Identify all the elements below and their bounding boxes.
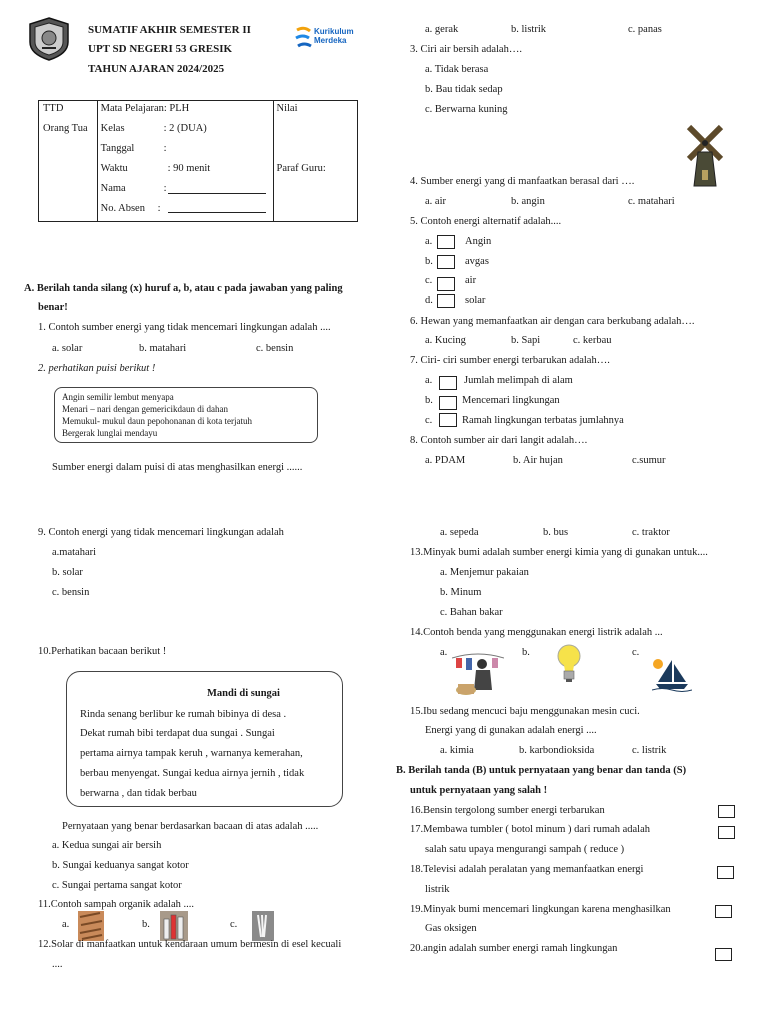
q7-option-c: Ramah lingkungan terbatas jumlahnya [462,415,624,426]
kelas-value: : 2 (DUA) [163,123,207,134]
q5-option-c: air [465,275,477,286]
q4-option-a[interactable]: a. air [425,196,446,207]
answer-box-16[interactable] [718,805,735,818]
poem-line: Bergerak lunglai mendayu [62,428,158,438]
reading-box [66,671,343,807]
paraf-label: Paraf Guru: [276,163,326,174]
q14-option-c[interactable]: c. [632,647,640,658]
q8-option-a[interactable]: a. PDAM [425,455,466,466]
q5-checkbox-b[interactable] [437,255,455,269]
nama-label: Nama [100,183,126,194]
student-info-table [38,100,358,222]
q15-option-a[interactable]: a. kimia [440,745,474,756]
q14-text: 14.Contoh benda yang menggunakan energi listrik adalah ... [410,627,663,638]
q2-option-c[interactable]: c. panas [628,24,662,35]
q13-text: 13.Minyak bumi adalah sumber energi kimia yang di gunakan untuk.... [410,547,708,558]
q4-text: 4. Sumber energi yang di manfaatkan berasal dari …. [410,176,635,187]
kelas-label: Kelas [100,123,125,134]
statement-17: 17.Membawa tumbler ( botol minum ) dari rumah adalah [410,824,650,835]
answer-box-20[interactable] [715,948,732,961]
q12-option-a[interactable]: a. sepeda [440,527,479,538]
q11-option-b[interactable]: b. [142,919,150,930]
q1-option-c[interactable]: c. bensin [256,343,294,354]
q15-text: 15.Ibu sedang mencuci baju menggunakan mesin cuci. [410,706,640,717]
reading-line: Dekat rumah bibi terdapat dua sungai . Sungai [80,728,275,739]
header-year: TAHUN AJARAN 2024/2025 [88,63,225,75]
vegetable-scraps-icon[interactable] [252,911,274,941]
q14-option-b[interactable]: b. [522,647,530,658]
section-a-instruction: A. Berilah tanda silang (x) huruf a, b, atau c pada jawaban yang paling [24,283,343,294]
school-logo [26,16,72,62]
waktu-label: Waktu [100,163,128,174]
answer-box-17[interactable] [718,826,735,839]
light-bulb-icon[interactable] [556,643,582,683]
answer-box-18[interactable] [717,866,734,879]
q3-text: 3. Ciri air bersih adalah…. [410,44,522,55]
q6-option-b[interactable]: b. Sapi [511,335,541,346]
q12-option-c[interactable]: c. traktor [632,527,670,538]
answer-box-19[interactable] [715,905,732,918]
orang-tua-label: Orang Tua [43,123,88,134]
q7-option-a: Jumlah melimpah di alam [464,375,573,386]
q8-text: 8. Contoh sumber air dari langit adalah…. [410,435,588,446]
poem-line: Angin semilir lembut menyapa [62,392,174,402]
q9-option-c[interactable]: c. bensin [52,587,90,598]
section-a-instruction-cont: benar! [38,302,68,313]
reading-line: Rinda senang berlibur ke rumah bibinya di desa . [80,709,287,720]
sailboat-icon[interactable] [652,656,692,692]
woman-washing-icon[interactable] [452,646,504,698]
statement-18-cont: listrik [425,884,450,895]
q1-option-a[interactable]: a. solar [52,343,83,354]
absen-value: : [157,203,161,214]
waktu-value: : 90 menit [167,163,211,174]
q10-option-c[interactable]: c. Sungai pertama sangat kotor [52,880,182,891]
q3-option-b[interactable]: b. Bau tidak sedap [425,84,503,95]
q2-question: Sumber energi dalam puisi di atas menghasilkan energi ...... [52,462,303,473]
statement-17-cont: salah satu upaya mengurangi sampah ( reduce ) [425,844,625,855]
q10-option-a[interactable]: a. Kedua sungai air bersih [52,840,162,851]
q5-option-a: Angin [465,236,492,247]
q3-option-a[interactable]: a. Tidak berasa [425,64,489,75]
q1-text: 1. Contoh sumber energi yang tidak mencemari lingkungan adalah .... [38,322,331,333]
q10-option-b[interactable]: b. Sungai keduanya sangat kotor [52,860,189,871]
q5-label-a: a. [425,236,433,247]
reading-title: Mandi di sungai [207,688,280,699]
q3-option-c[interactable]: c. Berwarna kuning [425,104,508,115]
q5-checkbox-d[interactable] [437,294,455,308]
statement-19-cont: Gas oksigen [425,923,477,934]
reading-line: berbau menyengat. Sungai kedua airnya jernih , tidak [80,768,305,779]
nilai-label: Nilai [276,103,298,114]
statement-19: 19.Minyak bumi mencemari lingkungan karena menghasilkan [410,904,671,915]
q2-text: 2. perhatikan puisi berikut ! [38,363,156,374]
statement-20: 20.angin adalah sumber energi ramah lingkungan [410,943,618,954]
nama-value: : [163,183,167,194]
statement-18: 18.Televisi adalah peralatan yang memanfaatkan energi [410,864,644,875]
q8-option-c[interactable]: c.sumur [632,455,666,466]
q7-label-a: a. [425,375,433,386]
statement-16: 16.Bensin tergolong sumber energi terbarukan [410,805,605,816]
q5-option-b: avgas [465,256,489,267]
q11-option-a[interactable]: a. [62,919,70,930]
q6-text: 6. Hewan yang memanfaatkan air dengan cara berkubang adalah…. [410,316,695,327]
bottles-icon[interactable] [160,911,188,941]
q12-option-b[interactable]: b. bus [543,527,569,538]
q5-checkbox-a[interactable] [437,235,455,249]
q7-option-b: Mencemari lingkungan [462,395,560,406]
windmill-icon [684,122,726,188]
q14-option-a[interactable]: a. [440,647,448,658]
absen-field[interactable] [168,212,266,213]
q7-checkbox-a[interactable] [439,376,457,390]
section-b-instruction: B. Berilah tanda (B) untuk pernyataan yang benar dan tanda (S) [396,765,687,776]
q12-text-cont: .... [52,959,63,970]
q5-checkbox-c[interactable] [437,277,455,291]
header-school: UPT SD NEGERI 53 GRESIK [88,43,233,55]
q6-option-c[interactable]: c. kerbau [573,335,612,346]
q4-option-c[interactable]: c. matahari [628,196,675,207]
poem-line: Memukul- mukul daun pepohonanan di kota terjatuh [62,416,252,426]
q10-text: 10.Perhatikan bacaan berikut ! [38,646,167,657]
q7-text: 7. Ciri- ciri sumber energi terbarukan adalah…. [410,355,610,366]
q4-option-b[interactable]: b. angin [511,196,545,207]
q7-checkbox-b[interactable] [439,396,457,410]
q5-text: 5. Contoh energi alternatif adalah.... [410,216,562,227]
q1-option-b[interactable]: b. matahari [139,343,187,354]
absen-label: No. Absen [100,203,145,214]
q7-checkbox-c[interactable] [439,413,457,427]
q5-label-d: d. [425,295,433,306]
q13-option-a[interactable]: a. Menjemur pakaian [440,567,529,578]
q5-option-d: solar [465,295,486,306]
q2-option-b[interactable]: b. listrik [511,24,547,35]
q13-option-c[interactable]: c. Bahan bakar [440,607,503,618]
poem-line: Menari – nari dengan gemericikdaun di dahan [62,404,228,414]
reading-line: berwarna , dan tidak berbau [80,788,197,799]
q7-label-c: c. [425,415,433,426]
q6-option-a[interactable]: a. Kucing [425,335,466,346]
q15-text-cont: Energi yang di gunakan adalah energi .... [425,725,597,736]
q11-option-c[interactable]: c. [230,919,238,930]
q2-option-a[interactable]: a. gerak [425,24,459,35]
q10-question: Pernyataan yang benar berdasarkan bacaan di atas adalah ..... [62,821,319,832]
mapel-label: Mata Pelajaran: PLH [100,103,190,114]
ttd-label: TTD [43,103,64,114]
reading-line: pertama airnya tampak keruh , warnanya kemerahan, [80,748,303,759]
kurikulum-merdeka-logo: Kurikulum Merdeka [294,26,364,50]
q7-label-b: b. [425,395,433,406]
tanggal-label: Tanggal [100,143,135,154]
section-b-instruction-cont: untuk pernyataan yang salah ! [410,785,548,796]
q9-option-b[interactable]: b. solar [52,567,83,578]
q5-label-b: b. [425,256,433,267]
wood-scraps-icon[interactable] [78,911,104,941]
q5-label-c: c. [425,275,433,286]
q9-option-a[interactable]: a.matahari [52,547,97,558]
header-title: SUMATIF AKHIR SEMESTER II [88,24,251,36]
q15-option-c[interactable]: c. listrik [632,745,667,756]
nama-field[interactable] [168,193,266,194]
q15-option-b[interactable]: b. karbondioksida [519,745,595,756]
tanggal-value: : [163,143,167,154]
q13-option-b[interactable]: b. Minum [440,587,482,598]
q8-option-b[interactable]: b. Air hujan [513,455,563,466]
q12-text: 12.Solar di manfaatkan untuk kendaraan umum bermesin di esel kecuali [38,939,342,950]
q9-text: 9. Contoh energi yang tidak mencemari lingkungan adalah [38,527,284,538]
q11-text: 11.Contoh sampah organik adalah .... [38,899,195,910]
